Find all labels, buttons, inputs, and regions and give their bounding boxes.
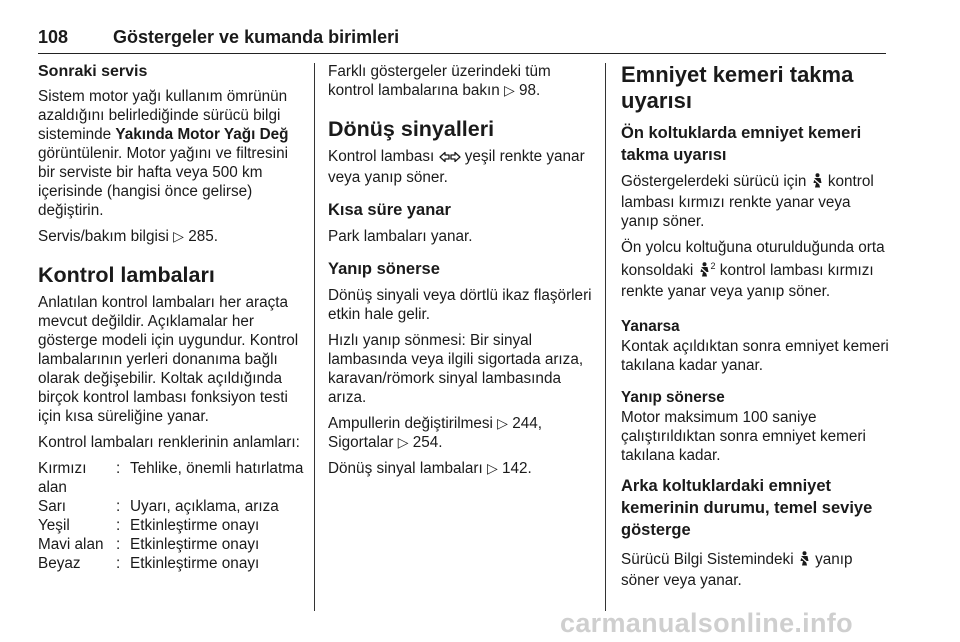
- page-reference-arrow-icon: ▷: [397, 434, 409, 450]
- section-heading-emniyet-kemeri: Emniyet kemeri takma uyarısı: [621, 62, 854, 113]
- page-link[interactable]: 254.: [412, 434, 443, 451]
- section-heading-yanip-sonerse: Yanıp sönerse: [328, 260, 440, 278]
- table-row: Sarı : Uyarı, açıklama, arıza: [38, 498, 279, 515]
- page-reference-arrow-icon: ▷: [173, 228, 184, 244]
- turn-signal-arrows-icon: [439, 149, 461, 168]
- column-divider: [605, 63, 606, 611]
- page-reference-arrow-icon: ▷: [504, 82, 515, 98]
- page-reference: Dönüş sinyal lambaları ▷ 142.: [328, 460, 532, 477]
- table-row: Yeşil : Etkinleştirme onayı: [38, 517, 260, 534]
- seatbelt-icon: [811, 173, 824, 193]
- column-divider: [314, 63, 315, 611]
- page-reference: Farklı göstergeler üzerindeki tüm kontrol lambalarına bakın ▷ 98.: [328, 63, 551, 99]
- page-reference-list: Ampullerin değiştirilmesi ▷ 244, Sigortalar ▷ 254.: [328, 415, 542, 451]
- paragraph: Ön yolcu koltuğuna oturulduğunda orta konsoldaki $^2$ kontrol lambası kırmızı renkte yanar veya yanıp söner.: [621, 239, 885, 301]
- subsection-heading-on-koltuklar: Ön koltuklarda emniyet kemeri takma uyarısı: [621, 124, 862, 164]
- seatbelt-icon: [698, 262, 711, 282]
- column-1: [38, 62, 308, 573]
- display-message: Yakında Motor Yağı Değ: [115, 126, 289, 143]
- paragraph: Park lambaları yanar.: [328, 228, 473, 245]
- page-link[interactable]: 98.: [519, 82, 541, 99]
- paragraph: Göstergelerdeki sürücü için kontrol lambası kırmızı renkte yanar veya yanıp söner.: [621, 173, 874, 230]
- column-3: [621, 62, 889, 597]
- paragraph: Hızlı yanıp sönmesi: Bir sinyal lambasında veya ilgili sigortada arıza, karavan/römork sinyal lambasında arıza.: [328, 332, 584, 406]
- subsection-heading-arka-koltuklar: Arka koltuklardaki emniyet kemerinin durumu, temel seviye gösterge: [621, 477, 873, 540]
- chapter-title: Göstergeler ve kumanda birimleri: [113, 27, 400, 47]
- paragraph: Anlatılan kontrol lambaları her araçta mevcut değildir. Açıklamalar her gösterge modeli için uygundur. Kontrol lambalarının yerleri donanıma bağlı olarak değişebilir. Koltak açıldığında birçok kontrol lambası fonksiyon testi için kısa süreliğine yanar.: [38, 294, 299, 425]
- table-row: Kırmızı alan : Tehlike, önemli hatırlatma: [38, 460, 304, 496]
- paragraph: Sistem motor yağı kullanım ömrünün azaldığını belirlediğinde sürücü bilgi sisteminde Yakında Motor Yağı Değ görüntülenir. Motor yağını ve filtresini bir serviste bir hafta veya 500 km içerisinde (hangisi önce gelirse) değiştirin.: [38, 88, 289, 219]
- superscript: 2: [710, 261, 716, 271]
- page-link[interactable]: 285.: [188, 228, 218, 245]
- seatbelt-icon: [798, 551, 811, 571]
- table-row: Mavi alan : Etkinleştirme onayı: [38, 536, 260, 553]
- page-header: [38, 25, 886, 54]
- paragraph: Kontrol lambası yeşil renkte yanar veya yanıp söner.: [328, 148, 585, 186]
- paragraph: Sürücü Bilgi Sistemindeki yanıp söner veya yanar.: [621, 551, 853, 590]
- section-heading-yanarsa: Yanarsa: [621, 318, 680, 336]
- section-heading-donus-sinyalleri: Dönüş sinyalleri: [328, 117, 495, 141]
- paragraph: Kontrol lambaları renklerinin anlamları:: [38, 434, 300, 451]
- section-heading-sonraki-servis: Sonraki servis: [38, 63, 148, 80]
- table-row: Beyaz : Etkinleştirme onayı: [38, 555, 260, 572]
- page-link[interactable]: 244,: [512, 415, 542, 432]
- page-reference: Servis/bakım bilgisi ▷ 285.: [38, 228, 218, 245]
- page-number: 108: [38, 27, 69, 47]
- section-heading-kontrol-lambalari: Kontrol lambaları: [38, 263, 215, 287]
- column-2: [328, 62, 598, 485]
- paragraph: Kontak açıldıktan sonra emniyet kemeri takılana kadar yanar.: [621, 338, 889, 375]
- color-meaning-table: [38, 459, 303, 573]
- section-heading-yanip-sonerse: Yanıp sönerse: [621, 389, 725, 407]
- paragraph: Motor maksimum 100 saniye çalıştırıldıktan sonra emniyet kemeri takılana kadar.: [621, 409, 866, 465]
- section-heading-kisa-sure-yanar: Kısa süre yanar: [328, 201, 451, 219]
- page-reference-arrow-icon: ▷: [497, 415, 508, 431]
- watermark: carmanualsonline.info: [560, 608, 853, 638]
- page-reference-arrow-icon: ▷: [487, 460, 498, 476]
- page-link[interactable]: 142.: [502, 460, 532, 477]
- paragraph: Dönüş sinyali veya dörtlü ikaz flaşörleri etkin hale gelir.: [328, 287, 592, 323]
